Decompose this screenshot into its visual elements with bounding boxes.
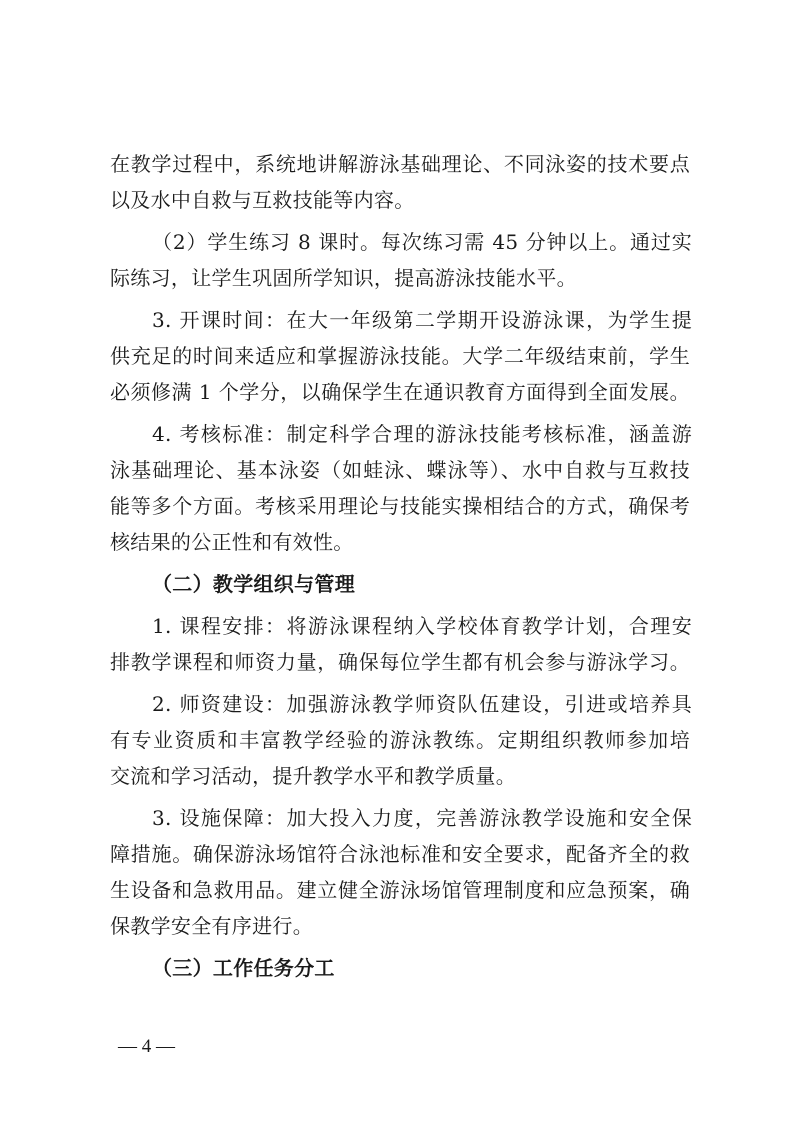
body-text-line: 供充足的时间来适应和掌握游泳技能。大学二年级结束前，学生 (110, 344, 690, 368)
body-text-line: 2. 师资建设：加强游泳教学师资队伍建设，引进或培养具 (152, 692, 692, 716)
section-heading: （三）工作任务分工 (152, 956, 335, 980)
page-number: — 4 — (118, 1036, 175, 1057)
body-text-line: 在教学过程中，系统地讲解游泳基础理论、不同泳姿的技术要点 (110, 152, 690, 176)
body-text-line: 交流和学习活动，提升教学水平和教学质量。 (110, 764, 516, 788)
body-text-line: （2）学生练习 8 课时。每次练习需 45 分钟以上。通过实 (152, 230, 692, 254)
body-text-line: 障措施。确保游泳场馆符合泳池标准和安全要求，配备齐全的救 (110, 842, 690, 866)
body-text-line: 3. 设施保障：加大投入力度，完善游泳教学设施和安全保 (152, 806, 692, 830)
body-text-line: 排教学课程和师资力量，确保每位学生都有机会参与游泳学习。 (110, 650, 690, 674)
body-text-line: 以及水中自救与互救技能等内容。 (110, 188, 415, 212)
body-text-line: 1. 课程安排：将游泳课程纳入学校体育教学计划，合理安 (152, 614, 692, 638)
body-text-line: 保教学安全有序进行。 (110, 914, 313, 938)
body-text-line: 必须修满 1 个学分，以确保学生在通识教育方面得到全面发展。 (110, 380, 690, 404)
body-text-line: 有专业资质和丰富教学经验的游泳教练。定期组织教师参加培 (110, 728, 690, 752)
body-text-line: 泳基础理论、基本泳姿（如蛙泳、蝶泳等）、水中自救与互救技 (110, 458, 690, 482)
body-text-line: 生设备和急救用品。建立健全游泳场馆管理制度和应急预案，确 (110, 878, 690, 902)
body-text-line: 3. 开课时间：在大一年级第二学期开设游泳课，为学生提 (152, 308, 692, 332)
body-text-line: 能等多个方面。考核采用理论与技能实操相结合的方式，确保考 (110, 494, 690, 518)
body-text-line: 4. 考核标准：制定科学合理的游泳技能考核标准，涵盖游 (152, 422, 692, 446)
body-text-line: 核结果的公正性和有效性。 (110, 530, 354, 554)
body-text-line: 际练习，让学生巩固所学知识，提高游泳技能水平。 (110, 266, 577, 290)
section-heading: （二）教学组织与管理 (152, 572, 355, 596)
